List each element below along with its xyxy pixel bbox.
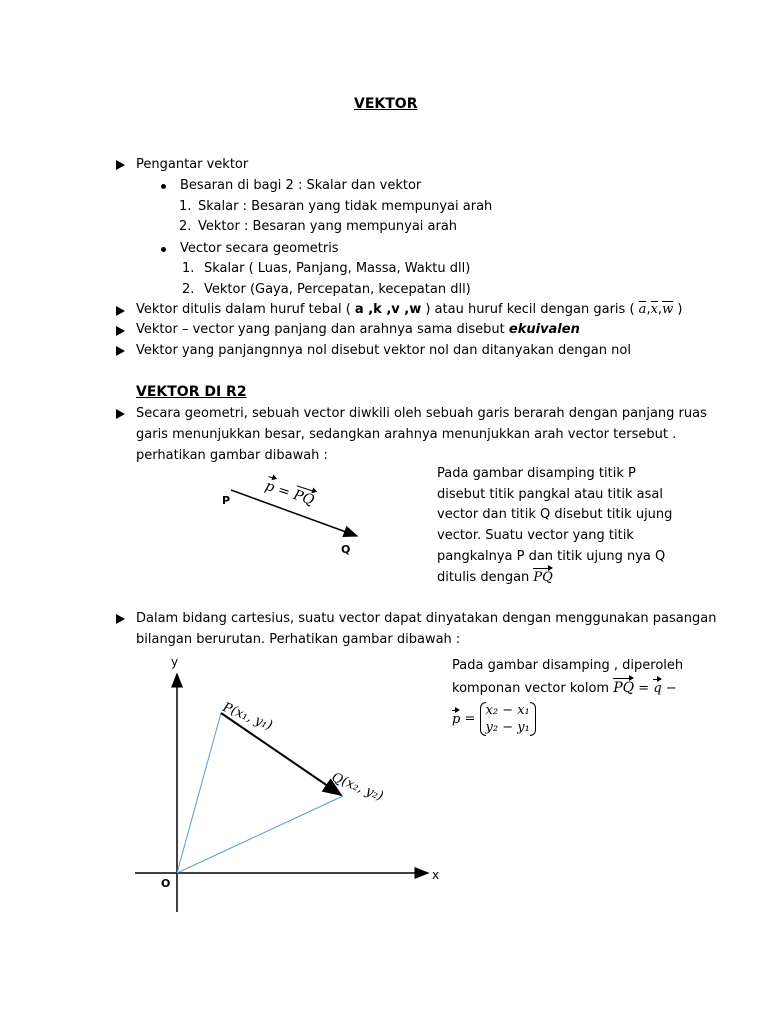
eq-equals: =	[275, 482, 292, 501]
paragraph-line: bilangan berurutan. Perhatikan gambar dibawah :	[136, 632, 461, 647]
bullet-besaran: Besaran di bagi 2 : Skalar dan vektor	[180, 178, 422, 193]
page-title: VEKTOR	[354, 96, 418, 112]
column-vector-formula	[452, 702, 536, 736]
x-axis-label: x	[432, 868, 440, 882]
list-item-vektor-geo: Vektor (Gaya, Percepatan, kecepatan dll)	[204, 282, 471, 297]
section-heading: VEKTOR DI R2	[136, 384, 247, 400]
list-number: 2.	[182, 282, 195, 297]
side-text-line: Pada gambar disamping , diperoleh	[452, 658, 684, 673]
point-q-coord: Q(x₂, y₂)	[329, 770, 386, 805]
column-matrix	[480, 702, 536, 736]
notasi-bold: a ,k ,v ,w	[354, 302, 422, 317]
minus-sign: −	[665, 681, 677, 696]
vector-oq-line	[177, 796, 343, 873]
matrix-top: x₂ − x₁	[485, 703, 530, 718]
side-text-line: Pada gambar disamping titik P	[437, 466, 636, 481]
eq-equals: =	[638, 681, 650, 696]
side-text-line: vector. Suatu vector yang titik	[437, 528, 634, 543]
bullet-vektor-nol: Vektor yang panjangnnya nol disebut vektor nol dan ditanyakan dengan nol	[136, 343, 631, 358]
vec-q: q	[653, 681, 662, 696]
list-item-vektor: Vektor : Besaran yang mempunyai arah	[198, 219, 458, 234]
paragraph-line: garis menunjukkan besar, sedangkan arahnya menunjukkan arah vector tersebut .	[136, 427, 677, 442]
list-number: 2.	[179, 219, 192, 234]
paragraph-line: Dalam bidang cartesius, suatu vector dapat dinyatakan dengan menggunakan pasangan	[136, 611, 717, 626]
side-text-line: vector dan titik Q disebut titik ujung	[437, 507, 673, 522]
list-item-skalar: Skalar : Besaran yang tidak mempunyai arah	[198, 199, 493, 214]
y-axis-label: y	[171, 655, 179, 669]
side-text-line: disebut titik pangkal atau titik asal	[437, 487, 663, 502]
side-text-pre: ditulis dengan	[437, 570, 530, 585]
side-text-pre: komponan vector kolom	[452, 681, 610, 696]
notasi-text-pre: Vektor ditulis dalam huruf tebal (	[136, 302, 351, 317]
notasi-end: )	[677, 302, 683, 317]
list-item-skalar-geo: Skalar ( Luas, Panjang, Massa, Waktu dll)	[204, 261, 471, 276]
side-text-line: pangkalnya P dan titik ujung nya Q	[437, 549, 666, 564]
origin-label: O	[161, 877, 171, 890]
notasi-x: x	[650, 302, 658, 317]
matrix-bottom: y₂ − y₁	[485, 720, 530, 735]
list-number: 1.	[182, 261, 195, 276]
point-p-label: P	[222, 494, 231, 507]
notasi-text-mid: ) atau huruf kecil dengan garis (	[425, 302, 635, 317]
point-q-label: Q	[341, 543, 351, 556]
notasi-a: a	[638, 302, 647, 317]
ekuivalen-text: Vektor – vector yang panjang dan arahnya sama disebut	[136, 322, 505, 337]
bullet-notasi: Vektor ditulis dalam huruf tebal ( a ,k ,v ,w ) atau huruf kecil dengan garis ( a,x,w )	[136, 302, 683, 317]
paragraph-line: perhatikan gambar dibawah :	[136, 448, 328, 463]
side-text-vec: PQ	[533, 570, 553, 585]
ekuivalen-em: ekuivalen	[508, 322, 580, 337]
eq-p: p	[263, 478, 277, 496]
point-p-coord: P(x₁, y₁)	[220, 700, 275, 734]
vector-op-line	[177, 713, 221, 873]
notasi-w: w	[662, 302, 674, 317]
side-text-line	[452, 680, 677, 696]
paragraph-line: Secara geometri, sebuah vector diwkili oleh sebuah garis berarah dengan panjang ruas	[136, 406, 707, 421]
eq-pq: PQ	[291, 487, 317, 509]
vec-p: p	[452, 711, 461, 727]
bullet-pengantar: Pengantar vektor	[136, 157, 249, 172]
eq-equals: =	[464, 711, 476, 727]
vector-pq-line	[221, 713, 341, 795]
list-number: 1.	[179, 199, 192, 214]
vec-pq: PQ	[613, 680, 635, 696]
bullet-geometris: Vector secara geometris	[180, 241, 339, 256]
